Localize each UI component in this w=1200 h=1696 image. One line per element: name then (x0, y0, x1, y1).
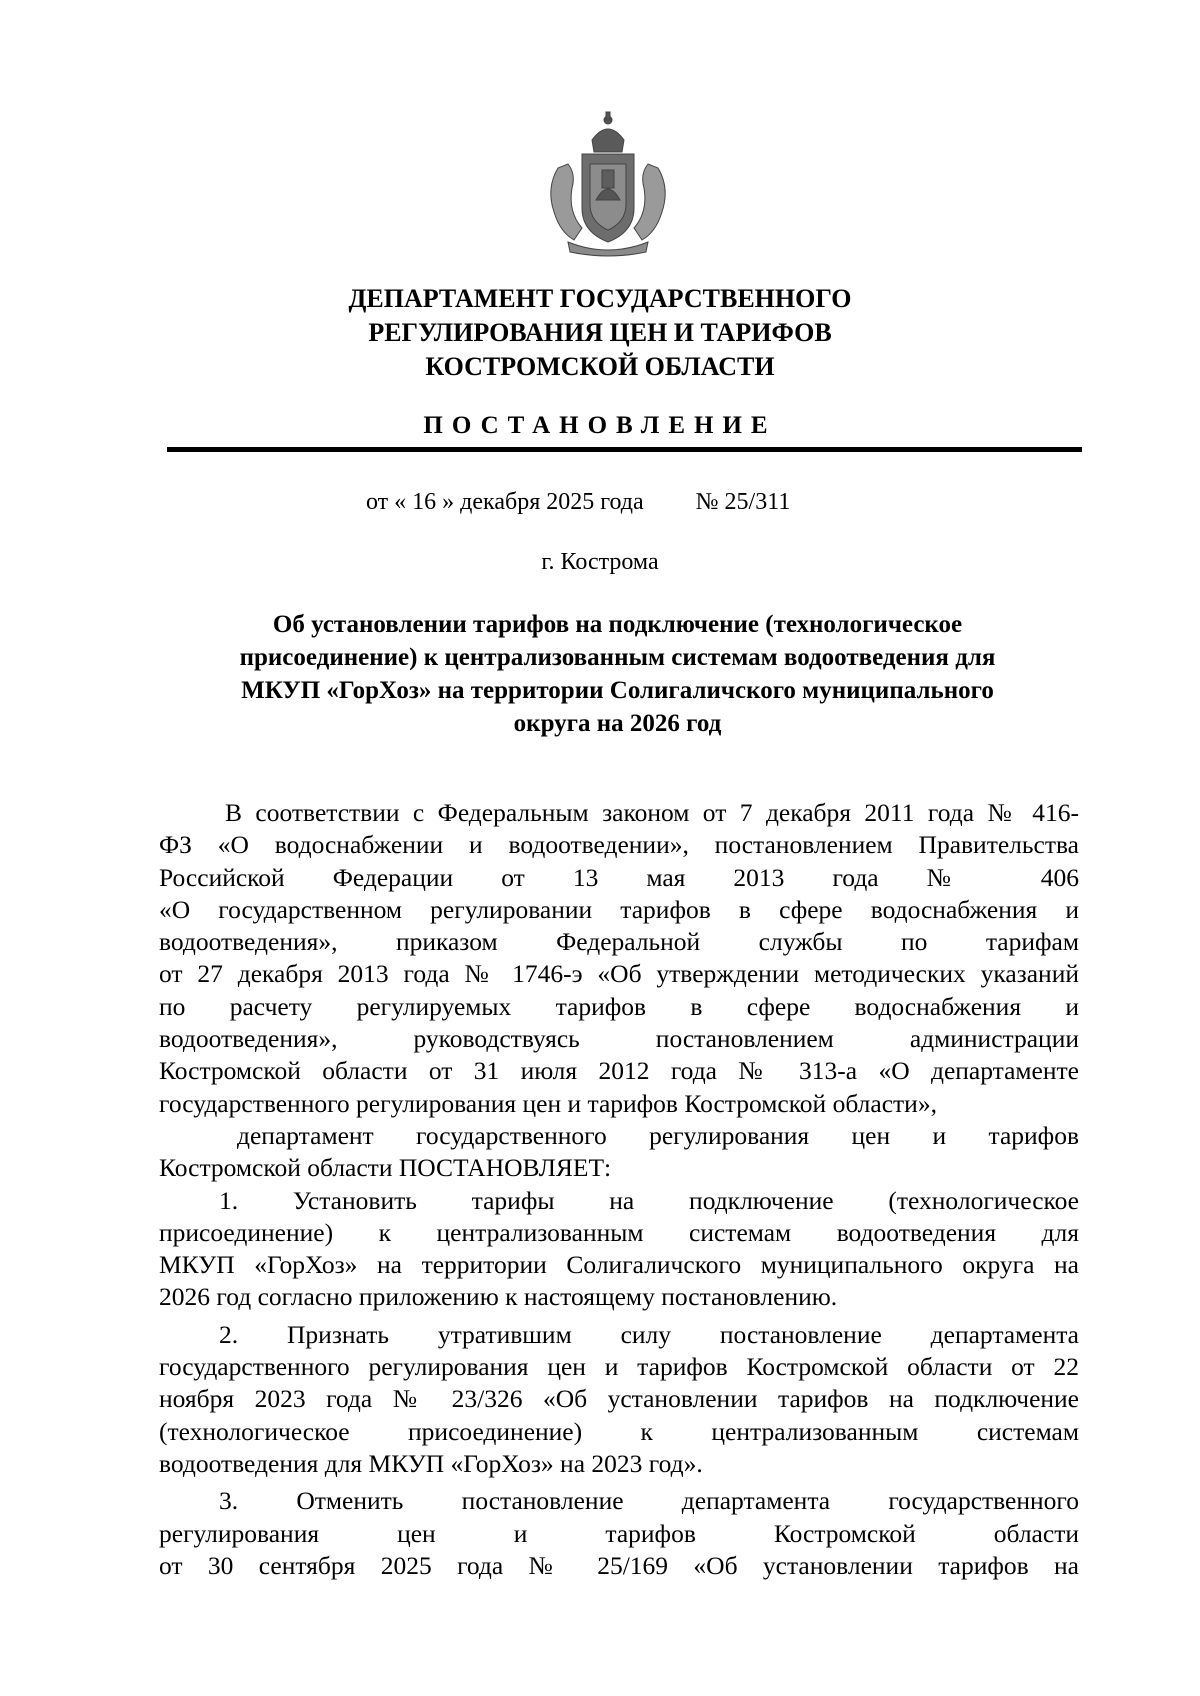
body-line: 2026 год согласно приложению к настоящему постановлению. (159, 1282, 838, 1312)
document-date: от « 16 » декабря 2025 года (366, 489, 644, 515)
body-line: государственного регулирования цен и тарифов Костромской области», (159, 1088, 937, 1118)
body-line: МКУП «ГорХоз» на территории Солигаличского муниципального округа на (159, 1250, 1079, 1280)
document-title (150, 608, 1085, 740)
document-type-heading: ПОСТАНОВЛЕНИЕ (423, 412, 777, 439)
body-line: ФЗ «О водоснабжении и водоотведении», постановлением Правительства (159, 830, 1079, 860)
coat-of-arms-emblem (538, 108, 678, 258)
title-line: МКУП «ГорХоз» на территории Солигаличского муниципального (241, 677, 994, 704)
document-city: г. Кострома (541, 549, 659, 575)
header-divider (167, 447, 1082, 452)
title-line: Об установлении тарифов на подключение (технологическое (272, 611, 963, 638)
organization-name-line: ДЕПАРТАМЕНТ ГОСУДАРСТВЕННОГО (348, 284, 852, 313)
body-line: регулирования цен и тарифов Костромской области (159, 1518, 1079, 1548)
body-line: присоединение) к централизованным системам водоотведения для (159, 1217, 1079, 1247)
body-line: «О государственном регулировании тарифов в сфере водоснабжения и (159, 894, 1079, 924)
body-line: водоотведения», руководствуясь постановлением администрации (159, 1024, 1079, 1054)
title-line: округа на 2026 год (513, 710, 722, 737)
document-body (159, 797, 1079, 1582)
organization-name-line: РЕГУЛИРОВАНИЯ ЦЕН И ТАРИФОВ (368, 318, 832, 347)
body-line: 2. Признать утратившим силу постановление департамента (219, 1319, 1079, 1349)
body-line: от 27 декабря 2013 года № 1746-э «Об утверждении методических указаний (159, 959, 1079, 989)
body-line: Костромской области от 31 июля 2012 года № 313-а «О департаменте (159, 1056, 1079, 1086)
document-number: № 25/311 (695, 489, 791, 515)
body-line: государственного регулирования цен и тарифов Костромской области от 22 (159, 1352, 1079, 1382)
body-line: департамент государственного регулирования цен и тарифов (237, 1120, 1079, 1150)
organization-name-line: КОСТРОМСКОЙ ОБЛАСТИ (425, 352, 775, 381)
body-line: водоотведения», приказом Федеральной службы по тарифам (159, 927, 1079, 957)
body-line: по расчету регулируемых тарифов в сфере водоснабжения и (159, 991, 1079, 1021)
body-line: от 30 сентября 2025 года № 25/169 «Об установлении тарифов на (159, 1550, 1079, 1580)
title-line: присоединение) к централизованным системам водоотведения для (239, 644, 996, 671)
body-line: ноября 2023 года № 23/326 «Об установлении тарифов на подключение (159, 1384, 1079, 1414)
organization-name (0, 282, 1200, 384)
date-number-line (366, 489, 790, 516)
body-line: В соответствии с Федеральным законом от 7 декабря 2011 года № 416- (225, 798, 1079, 827)
body-line: 1. Установить тарифы на подключение (технологическое (219, 1185, 1079, 1215)
body-line: Костромской области ПОСТАНОВЛЯЕТ: (159, 1153, 612, 1183)
body-line: 3. Отменить постановление департамента государственного (219, 1486, 1079, 1516)
body-line: водоотведения для МКУП «ГорХоз» на 2023 год». (159, 1448, 703, 1478)
body-line: Российской Федерации от 13 мая 2013 года № 406 (159, 862, 1079, 892)
body-line: (технологическое присоединение) к централизованным системам (159, 1416, 1079, 1446)
